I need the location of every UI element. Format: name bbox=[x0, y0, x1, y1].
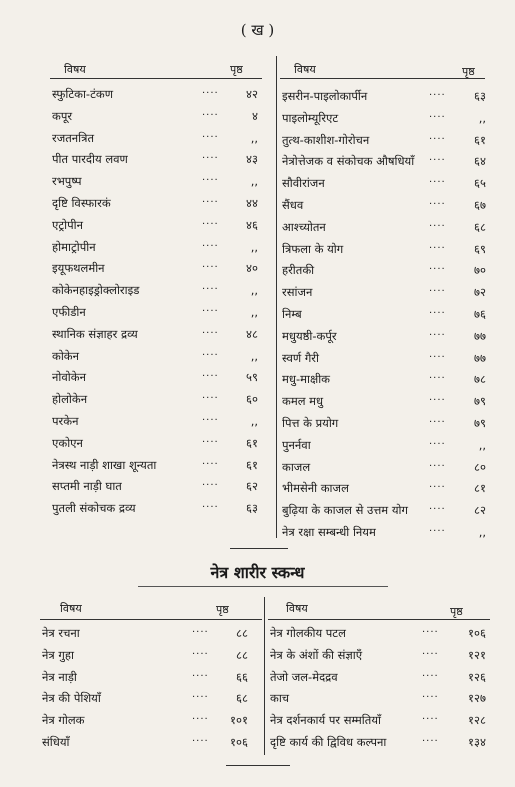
entry-page-number: १०६ bbox=[230, 735, 248, 749]
leader-dots: ···· bbox=[192, 736, 209, 747]
leader-dots: ···· bbox=[202, 480, 219, 492]
sec1-left-entry bbox=[52, 106, 258, 126]
entry-page-number: ४ bbox=[252, 108, 258, 123]
entry-page-number: ७७ bbox=[474, 328, 486, 343]
entry-page-number: ४६ bbox=[246, 217, 258, 232]
sec1-left-entry bbox=[52, 367, 258, 387]
entry-title: नेत्र गोलक bbox=[42, 713, 85, 728]
entry-title: स्थानिक संज्ञाहर द्रव्य bbox=[52, 326, 138, 341]
sec1-left-subject-header: विषय bbox=[64, 63, 86, 76]
leader-dots: ···· bbox=[192, 627, 209, 638]
leader-dots: ···· bbox=[202, 415, 219, 426]
entry-page-number: ४३ bbox=[246, 152, 258, 167]
entry-page-number: ७९ bbox=[474, 416, 486, 430]
sec1-right-page-header: पृष्ठ bbox=[462, 65, 475, 78]
entry-page-number: ६१ bbox=[246, 457, 258, 472]
entry-title: नेत्र गुहा bbox=[42, 647, 74, 662]
entry-title: निम्ब bbox=[282, 307, 302, 321]
leader-dots: ···· bbox=[202, 327, 219, 339]
entry-title: रसांजन bbox=[282, 285, 313, 300]
entry-title: सौवीरांजन bbox=[282, 176, 325, 191]
sec1-left-entry bbox=[52, 498, 258, 518]
leader-dots: ···· bbox=[422, 627, 439, 638]
entry-title: परकेन bbox=[52, 414, 79, 428]
sec1-right-entry bbox=[282, 304, 486, 324]
entry-page-number: ६१ bbox=[246, 435, 258, 450]
leader-dots: ···· bbox=[429, 264, 446, 276]
entry-title: नेत्र नाड़ी bbox=[42, 669, 77, 684]
entry-title: नेत्र रक्षा सम्बन्धी नियम bbox=[282, 525, 376, 539]
entry-title: नेत्र की पेशियाँ bbox=[42, 691, 101, 706]
entry-title: इयूफथलमीन bbox=[52, 261, 105, 276]
sec1-right-entry bbox=[282, 173, 486, 193]
entry-page-number: ६८ bbox=[474, 219, 486, 234]
entry-title: स्वर्ण गैरी bbox=[282, 350, 319, 365]
sec2-right-entry bbox=[270, 623, 486, 643]
sec1-left-entry bbox=[52, 346, 258, 366]
leader-dots: ···· bbox=[422, 736, 439, 747]
entry-title: पीत पारदीय लवण bbox=[52, 152, 128, 167]
sec1-right-entry bbox=[282, 500, 486, 520]
entry-title: काच bbox=[270, 691, 290, 706]
sec1-right-entry bbox=[282, 217, 486, 237]
entry-page-number: ६० bbox=[246, 392, 258, 407]
entry-title: आश्च्योतन bbox=[282, 219, 326, 234]
entry-page-number: ५९ bbox=[246, 370, 258, 385]
sec1-right-header-rule bbox=[280, 78, 485, 79]
entry-page-number: ८२ bbox=[474, 503, 486, 518]
sec1-left-entry bbox=[52, 171, 258, 191]
sec2-left-entry bbox=[42, 667, 248, 687]
entry-page-number: ६८ bbox=[236, 691, 248, 706]
sec1-left-entry bbox=[52, 411, 258, 431]
entry-page-number: ४२ bbox=[246, 87, 258, 101]
leader-dots: ···· bbox=[202, 262, 219, 274]
sec2-left-subject-header: विषय bbox=[60, 602, 82, 615]
sec1-right-entry bbox=[282, 369, 486, 389]
sec1-left-entry bbox=[52, 433, 258, 453]
leader-dots: ···· bbox=[192, 648, 209, 660]
leader-dots: ···· bbox=[429, 351, 446, 363]
sec2-left-header-rule bbox=[40, 619, 262, 620]
entry-title: नेत्रोत्तेजक व संकोचक औषधियाँ bbox=[282, 154, 415, 169]
sec1-left-entry bbox=[52, 302, 258, 322]
entry-page-number: १२६ bbox=[468, 669, 486, 684]
leader-dots: ···· bbox=[429, 417, 446, 428]
entry-page-number: ७६ bbox=[474, 307, 486, 321]
entry-page-number: ६१ bbox=[474, 132, 486, 147]
sec2-right-entry bbox=[270, 732, 486, 752]
sec1-left-page-header: पृष्ठ bbox=[230, 63, 243, 76]
entry-title: एकोएन bbox=[52, 435, 83, 450]
entry-page-number: ६४ bbox=[474, 154, 486, 169]
entry-title: एफीडीन bbox=[52, 305, 86, 319]
entry-title: त्रिफला के योग bbox=[282, 241, 344, 256]
sec1-right-entry bbox=[282, 348, 486, 368]
leader-dots: ···· bbox=[192, 714, 209, 726]
entry-page-number: ८० bbox=[474, 459, 486, 474]
entry-title: इसरीन-पाइलोकार्पीन bbox=[282, 89, 368, 103]
leader-dots: ···· bbox=[192, 670, 209, 682]
entry-page-number: ७७ bbox=[474, 350, 486, 365]
entry-title: भीमसेनी काजल bbox=[282, 481, 349, 496]
sec2-right-header-rule bbox=[268, 619, 490, 620]
leader-dots: ···· bbox=[429, 286, 446, 298]
entry-title: मधु-माक्षीक bbox=[282, 372, 331, 387]
entry-title: कोकेनहाइड्रोक्लोराइड bbox=[52, 283, 140, 298]
sec1-right-subject-header: विषय bbox=[294, 63, 316, 76]
leader-dots: ···· bbox=[429, 90, 446, 101]
sec1-left-entry bbox=[52, 455, 258, 475]
entry-title: पुतली संकोचक द्रव्य bbox=[52, 501, 136, 516]
entry-page-number: ६९ bbox=[474, 241, 486, 256]
leader-dots: ···· bbox=[429, 155, 446, 167]
sec1-left-entry bbox=[52, 237, 258, 257]
sec2-column-divider bbox=[264, 597, 265, 755]
leader-dots: ···· bbox=[429, 177, 446, 189]
sec1-right-entry bbox=[282, 108, 486, 128]
entry-title: रजतनत्रित bbox=[52, 130, 95, 145]
sec1-left-entry bbox=[52, 84, 258, 104]
sec2-left-page-header: पृष्ठ bbox=[216, 603, 229, 616]
sec1-right-entry bbox=[282, 413, 486, 433]
entry-page-number: ६२ bbox=[246, 479, 258, 494]
sec1-left-entry bbox=[52, 389, 258, 409]
entry-page-number: ,, bbox=[250, 305, 258, 319]
entry-title: स्फुटिका-टंकण bbox=[52, 87, 114, 101]
leader-dots: ···· bbox=[422, 670, 439, 682]
leader-dots: ···· bbox=[202, 131, 219, 143]
section-title: नेत्र शारीर स्कन्ध bbox=[210, 563, 305, 582]
leader-dots: ···· bbox=[429, 460, 446, 472]
sec2-left-entry bbox=[42, 645, 248, 665]
sec2-left-entry bbox=[42, 732, 248, 752]
leader-dots: ···· bbox=[429, 220, 446, 232]
sec1-right-entry bbox=[282, 282, 486, 302]
entry-page-number: ,, bbox=[250, 239, 258, 254]
entry-title: नेत्र दर्शनकार्य पर सम्मतियाँ bbox=[270, 713, 381, 728]
entry-page-number: १३४ bbox=[468, 735, 486, 749]
leader-dots: ···· bbox=[429, 111, 446, 123]
entry-title: रभपुष्प bbox=[52, 174, 82, 189]
entry-title: नेत्र के अंशों की संज्ञाएँ bbox=[270, 647, 363, 662]
entry-title: तेजो जल-मेदद्रव bbox=[270, 669, 338, 684]
leader-dots: ···· bbox=[429, 438, 446, 450]
entry-page-number: १२१ bbox=[468, 647, 486, 662]
sec2-left-entry bbox=[42, 623, 248, 643]
sec1-right-entry bbox=[282, 522, 486, 542]
entry-title: पाइलोम्यूरिएट bbox=[282, 110, 339, 125]
leader-dots: ···· bbox=[422, 714, 439, 726]
sec1-right-entry bbox=[282, 326, 486, 346]
entry-page-number: ,, bbox=[250, 348, 258, 363]
entry-title: पुनर्नवा bbox=[282, 437, 311, 452]
entry-page-number: ,, bbox=[478, 437, 486, 452]
entry-page-number: १०६ bbox=[468, 626, 486, 640]
entry-page-number: ४४ bbox=[246, 196, 258, 210]
entry-title: दृष्टि कार्य की द्विविध कल्पना bbox=[270, 735, 387, 749]
entry-page-number: ४० bbox=[246, 261, 258, 276]
entry-title: सप्तमी नाड़ी घात bbox=[52, 479, 122, 494]
sec1-left-entry bbox=[52, 476, 258, 496]
entry-page-number: ८१ bbox=[474, 481, 486, 496]
sec1-right-entry bbox=[282, 260, 486, 280]
entry-page-number: ८८ bbox=[236, 647, 248, 662]
entry-page-number: ७० bbox=[474, 263, 486, 278]
sec1-right-entry bbox=[282, 457, 486, 477]
sec1-right-entry bbox=[282, 86, 486, 106]
leader-dots: ···· bbox=[429, 373, 446, 385]
sec1-right-entry bbox=[282, 151, 486, 171]
page-label: ( ख ) bbox=[240, 21, 275, 39]
entry-title: तुत्थ-काशीश-गोरोचन bbox=[282, 132, 370, 147]
leader-dots: ···· bbox=[422, 692, 439, 704]
leader-dots: ···· bbox=[429, 329, 446, 341]
entry-title: नेत्र गोलकीय पटल bbox=[270, 626, 346, 640]
entry-page-number: ६७ bbox=[474, 198, 486, 212]
entry-title: कमल मधु bbox=[282, 394, 324, 409]
leader-dots: ···· bbox=[429, 308, 446, 319]
leader-dots: ···· bbox=[202, 88, 219, 99]
entry-page-number: ७८ bbox=[474, 372, 486, 387]
leader-dots: ···· bbox=[202, 371, 219, 383]
leader-dots: ···· bbox=[202, 175, 219, 187]
sec1-right-entry bbox=[282, 239, 486, 259]
entry-title: दृष्टि विस्फारकं bbox=[52, 196, 111, 210]
entry-page-number: ७२ bbox=[474, 285, 486, 300]
sec1-left-header-rule bbox=[50, 78, 262, 79]
leader-dots: ···· bbox=[429, 504, 446, 516]
entry-page-number: ६३ bbox=[246, 501, 258, 516]
leader-dots: ···· bbox=[202, 436, 219, 448]
sec2-left-entry bbox=[42, 710, 248, 730]
entry-title: नेत्र रचना bbox=[42, 626, 80, 640]
sec2-right-page-header: पृष्ठ bbox=[450, 605, 463, 618]
sec2-right-entry bbox=[270, 645, 486, 665]
sec1-left-entry bbox=[52, 280, 258, 300]
leader-dots: ···· bbox=[429, 395, 446, 407]
leader-dots: ···· bbox=[202, 284, 219, 296]
entry-title: सैंधव bbox=[282, 198, 304, 212]
sec1-right-entry bbox=[282, 391, 486, 411]
entry-page-number: ,, bbox=[250, 130, 258, 145]
leader-dots: ···· bbox=[429, 133, 446, 145]
entry-page-number: ,, bbox=[250, 414, 258, 428]
entry-page-number: ६५ bbox=[474, 176, 486, 191]
sec1-right-entry bbox=[282, 195, 486, 215]
sec2-right-subject-header: विषय bbox=[286, 602, 308, 615]
leader-dots: ···· bbox=[202, 240, 219, 252]
leader-dots: ···· bbox=[429, 482, 446, 494]
entry-page-number: ४८ bbox=[246, 326, 258, 341]
entry-title: काजल bbox=[282, 459, 311, 474]
sec2-left-entry bbox=[42, 688, 248, 708]
sec1-left-entry bbox=[52, 215, 258, 235]
leader-dots: ···· bbox=[202, 458, 219, 470]
entry-title: होलोकेन bbox=[52, 392, 88, 407]
sec1-left-entry bbox=[52, 128, 258, 148]
entry-title: होमाट्रोपीन bbox=[52, 239, 96, 254]
entry-title: एट्रोपीन bbox=[52, 217, 84, 232]
leader-dots: ···· bbox=[202, 502, 219, 514]
leader-dots: ···· bbox=[429, 526, 446, 537]
leader-dots: ···· bbox=[429, 199, 446, 210]
bottom-rule bbox=[226, 765, 290, 766]
entry-title: कपूर bbox=[52, 108, 73, 123]
entry-title: नोवोकेन bbox=[52, 370, 86, 385]
section-separator-rule bbox=[230, 548, 288, 549]
entry-title: पित्त के प्रयोग bbox=[282, 416, 339, 430]
leader-dots: ···· bbox=[202, 393, 219, 405]
leader-dots: ···· bbox=[202, 109, 219, 121]
entry-page-number: ७९ bbox=[474, 394, 486, 409]
sec1-left-entry bbox=[52, 258, 258, 278]
leader-dots: ···· bbox=[202, 306, 219, 317]
leader-dots: ···· bbox=[429, 242, 446, 254]
sec1-right-entry bbox=[282, 478, 486, 498]
entry-title: कोकेन bbox=[52, 348, 80, 363]
entry-title: नेत्रस्थ नाड़ी शाखा शून्यता bbox=[52, 457, 157, 472]
sec2-right-entry bbox=[270, 667, 486, 687]
entry-title: बुढ़िया के काजल से उत्तम योग bbox=[282, 503, 408, 518]
sec1-left-entry bbox=[52, 149, 258, 169]
entry-page-number: ६६ bbox=[236, 669, 248, 684]
leader-dots: ···· bbox=[202, 218, 219, 230]
section-title-underline bbox=[138, 586, 388, 587]
sec2-right-entry bbox=[270, 688, 486, 708]
sec1-column-divider bbox=[276, 56, 277, 538]
leader-dots: ···· bbox=[202, 349, 219, 361]
leader-dots: ···· bbox=[192, 692, 209, 704]
entry-page-number: ,, bbox=[250, 283, 258, 298]
entry-page-number: ,, bbox=[478, 110, 486, 125]
sec1-left-entry bbox=[52, 193, 258, 213]
entry-page-number: १२७ bbox=[468, 691, 486, 706]
sec1-left-entry bbox=[52, 324, 258, 344]
entry-page-number: ,, bbox=[478, 525, 486, 539]
sec1-right-entry bbox=[282, 130, 486, 150]
leader-dots: ···· bbox=[422, 648, 439, 660]
entry-page-number: १०१ bbox=[230, 713, 248, 728]
entry-page-number: ८८ bbox=[236, 626, 248, 640]
entry-title: मधुयष्ठी-कर्पूर bbox=[282, 328, 337, 343]
entry-title: संधियाँ bbox=[42, 735, 70, 749]
leader-dots: ···· bbox=[202, 197, 219, 208]
sec1-right-entry bbox=[282, 435, 486, 455]
entry-page-number: १२८ bbox=[468, 713, 486, 728]
sec2-right-entry bbox=[270, 710, 486, 730]
leader-dots: ···· bbox=[202, 153, 219, 165]
entry-page-number: ,, bbox=[250, 174, 258, 189]
entry-page-number: ६३ bbox=[474, 89, 486, 103]
entry-title: हरीतकी bbox=[282, 263, 315, 278]
